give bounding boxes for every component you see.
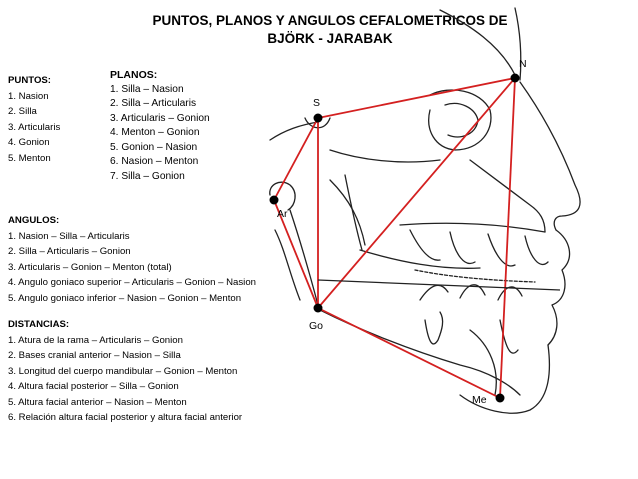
angulos-item: 5. Angulo goniaco inferior – Nasion – Gonion – Menton [8, 292, 242, 304]
cranium-outline [440, 10, 515, 75]
planos-header: PLANOS: [110, 69, 158, 81]
angulos-item: 4. Angulo goniaco superior – Articularis – Gonion – Nasion [8, 277, 256, 288]
puntos-item: 1. Nasion [8, 90, 49, 102]
angulos-header: ANGULOS: [8, 215, 60, 226]
point-label-me: Me [472, 394, 487, 406]
teeth-occlusal [415, 270, 535, 282]
cephalometric-planes [274, 78, 560, 398]
planos-item: 5. Gonion – Nasion [110, 141, 198, 153]
title-line-1: PUNTOS, PLANOS Y ANGULOS CEFALOMETRICOS DE [152, 13, 508, 28]
plane-nasion-menton [500, 78, 515, 398]
mandible-body [320, 310, 520, 395]
planos-item: 6. Nasion – Menton [110, 156, 199, 167]
puntos-item: 5. Menton [8, 152, 51, 164]
point-label-n: N [519, 58, 527, 70]
point-nasion-dot [511, 74, 520, 83]
lips-outline [548, 230, 570, 345]
puntos-header: PUNTOS: [8, 75, 51, 86]
puntos-item: 4. Gonion [8, 137, 50, 148]
lower-teeth [420, 285, 522, 300]
planos-item: 3. Articularis – Gonion [110, 112, 210, 124]
cervical-line [275, 230, 300, 300]
palate-line [400, 223, 545, 232]
planos-item: 4. Menton – Gonion [110, 127, 200, 138]
skull-sketch [270, 8, 580, 413]
puntos-item: 3. Articularis [8, 121, 61, 133]
distancias-item: 2. Bases cranial anterior – Nasion – Silla [8, 350, 181, 361]
distancias-item: 5. Altura facial anterior – Nasion – Menton [8, 396, 187, 408]
title-line-2: BJÖRK - JARABAK [267, 31, 393, 46]
distancias-item: 3. Longitud del cuerpo mandibular – Gonion – Menton [8, 365, 238, 377]
upper-teeth [410, 230, 548, 266]
nose-outline [520, 82, 580, 230]
distancias-item: 6. Relación altura facial posterior y altura facial anterior [8, 412, 243, 423]
puntos-item: 2. Silla [8, 106, 37, 117]
point-articularis-dot [270, 196, 279, 205]
molar-root [425, 312, 443, 344]
point-gonion-dot [314, 304, 323, 313]
distancias-header: DISTANCIAS: [8, 319, 70, 330]
ramus-outline [290, 210, 318, 305]
angulos-item: 2. Silla – Articularis – Gonion [8, 246, 131, 257]
angulos-item: 3. Articularis – Gonion – Menton (total) [8, 261, 172, 273]
zygomatic-arch [330, 150, 440, 162]
point-label-ar: Ar [277, 208, 288, 220]
plane-menton-gonion [318, 308, 500, 398]
point-label-s: S [313, 97, 321, 109]
point-silla-dot [314, 114, 323, 123]
distancias-item: 4. Altura facial posterior – Silla – Gonion [8, 381, 179, 392]
planos-item: 2. Silla – Articularis [110, 98, 197, 109]
distancias-item: 1. Atura de la rama – Articularis – Gonion [8, 334, 183, 346]
point-label-go: Go [309, 320, 324, 332]
angulos-item: 1. Nasion – Silla – Articularis [8, 230, 130, 242]
plane-silla-articularis [274, 118, 318, 200]
planos-item: 1. Silla – Nasion [110, 83, 184, 95]
orbit-outline [429, 90, 491, 150]
planos-item: 7. Silla – Gonion [110, 170, 185, 182]
point-menton-dot [496, 394, 505, 403]
orbit-inner [445, 103, 478, 136]
pterygoid-outline [345, 175, 362, 250]
